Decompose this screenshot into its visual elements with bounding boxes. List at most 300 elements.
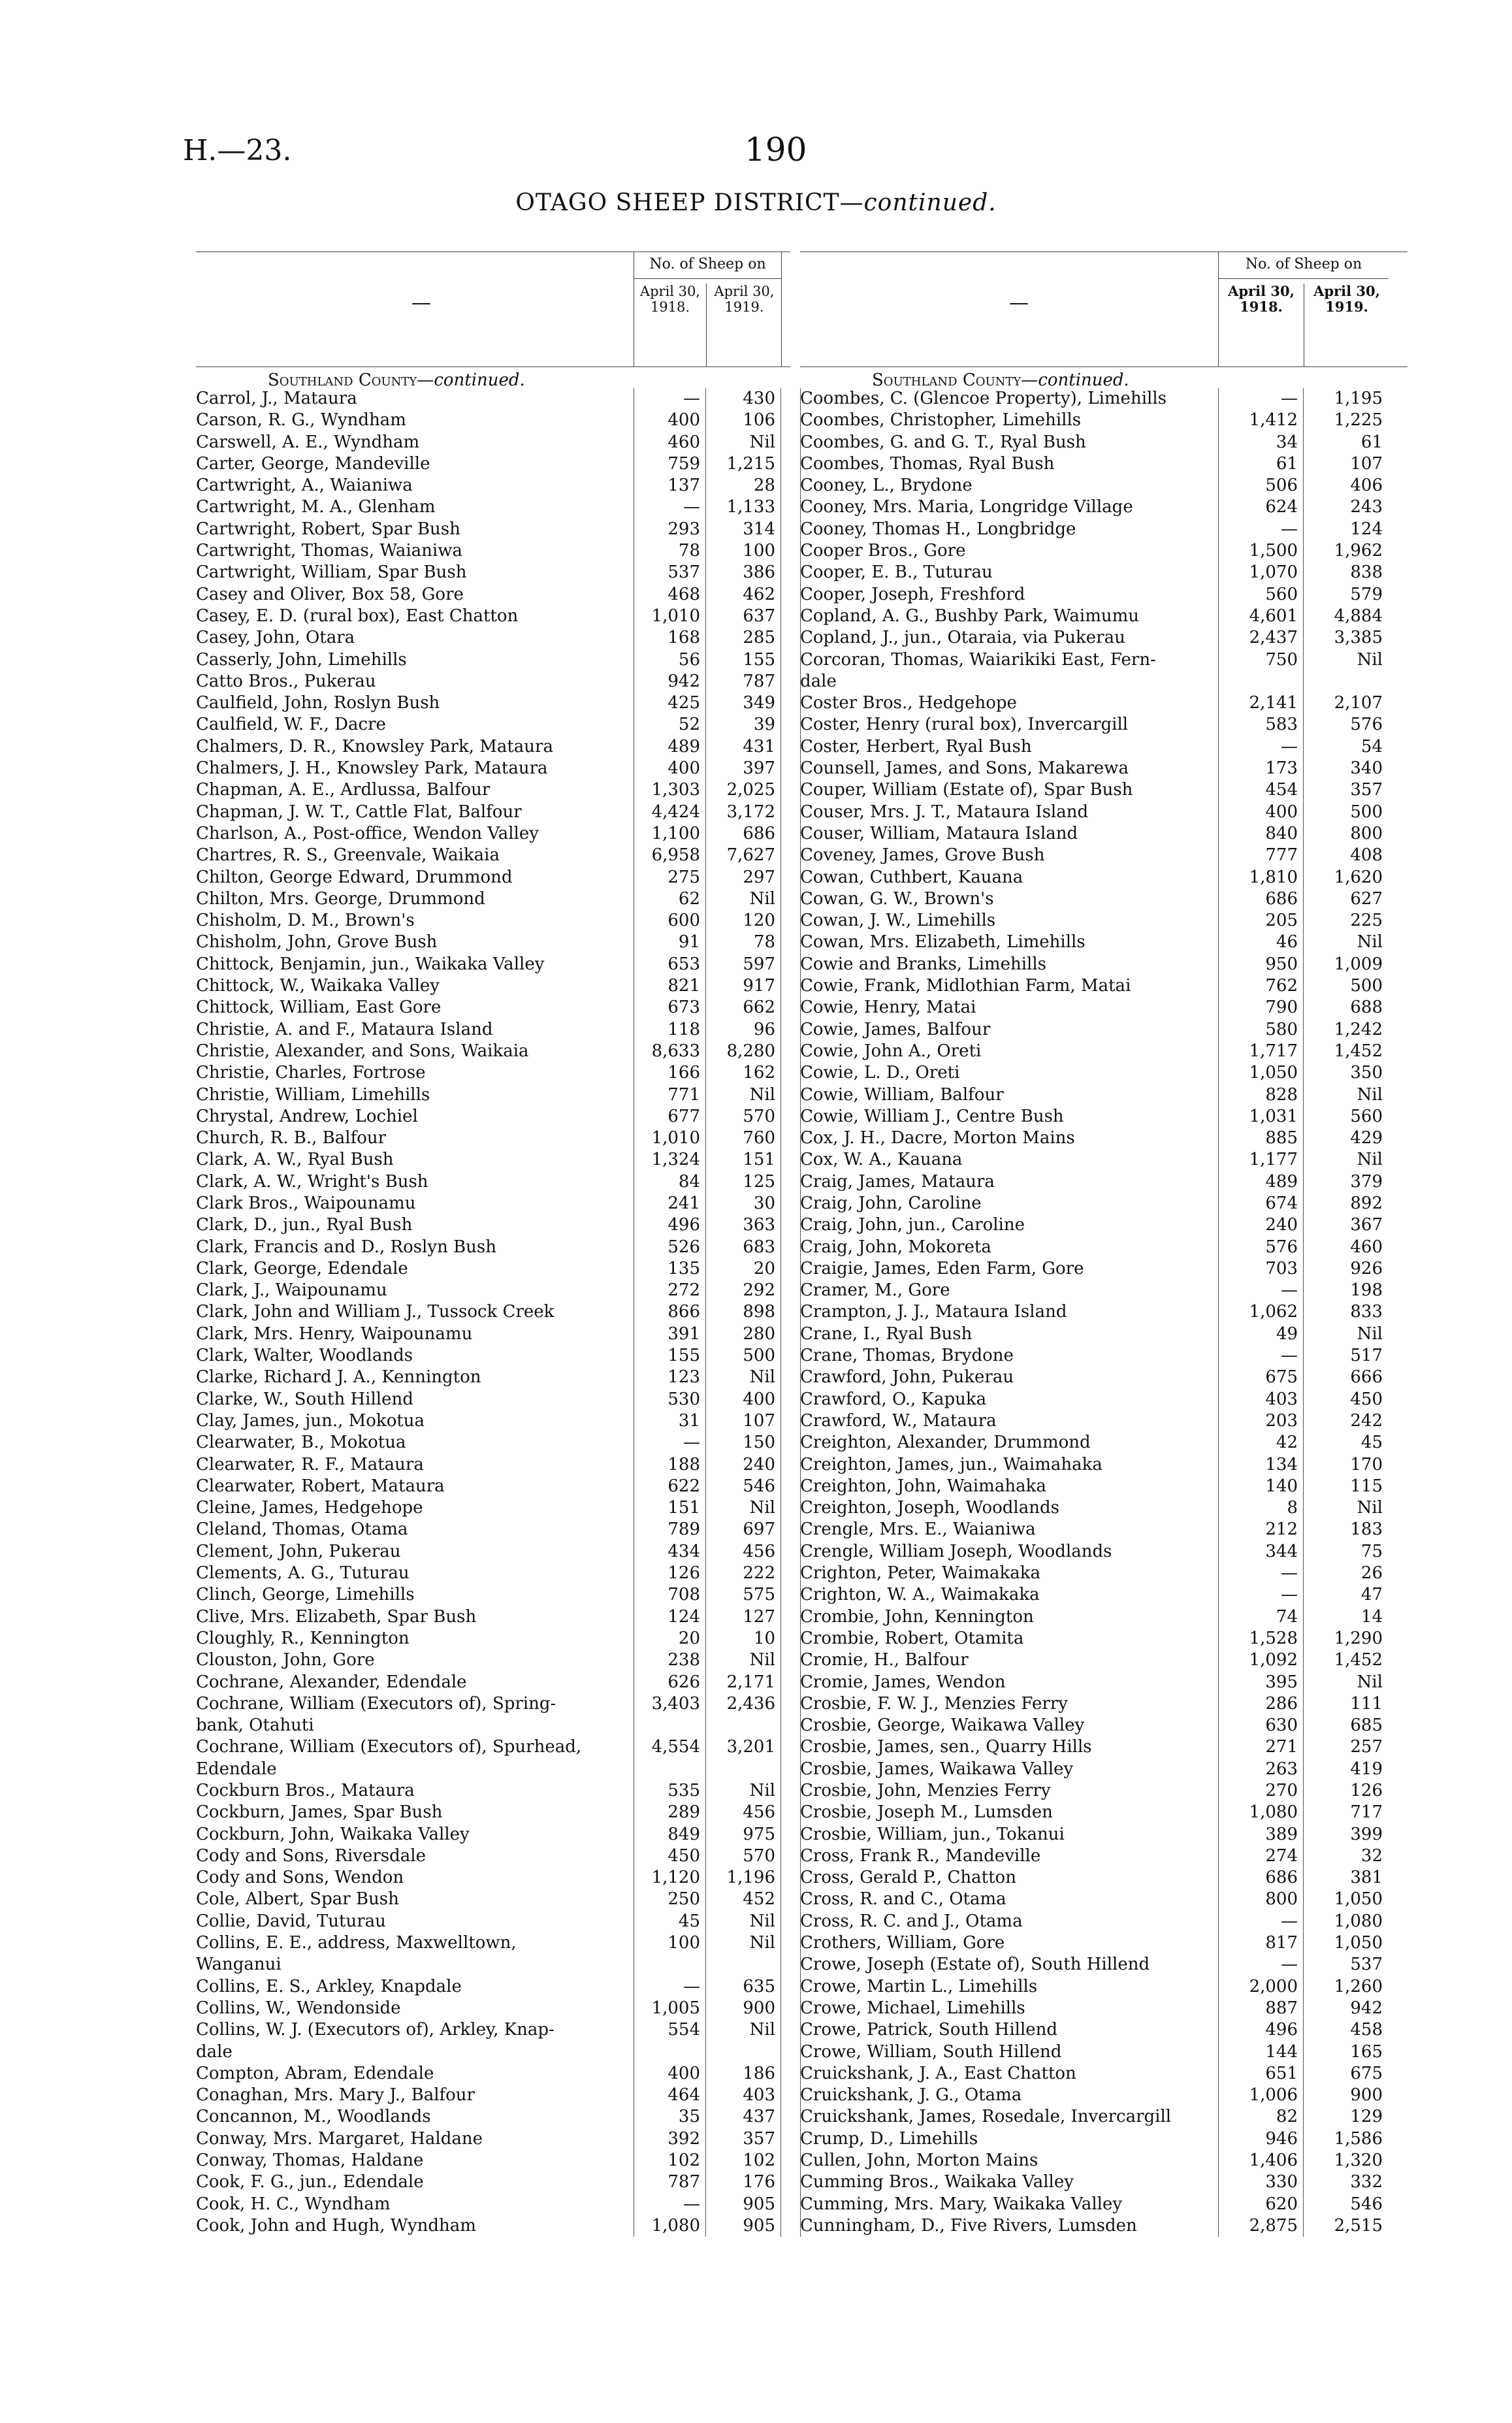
table-row <box>800 1389 1407 1410</box>
sheep-1919: 54 <box>1360 736 1383 756</box>
table-row <box>800 1867 1407 1889</box>
sheep-1919: Nil <box>1357 1672 1383 1692</box>
table-row <box>800 1454 1407 1476</box>
sheep-1918: 703 <box>1265 1258 1298 1278</box>
owner-name-address: Clive, Mrs. Elizabeth, Spar Bush <box>196 1606 477 1627</box>
sheep-1918: 1,010 <box>651 606 700 626</box>
right-table <box>800 252 1407 2237</box>
table-row <box>196 1454 790 1476</box>
right-table-header <box>800 252 1407 367</box>
table-row <box>196 2063 790 2085</box>
sheep-1919: 363 <box>743 1215 775 1235</box>
sheep-1918: 134 <box>1265 1454 1298 1474</box>
sheep-1919: 186 <box>743 2063 775 2083</box>
owner-name-address: Cowie, John A., Oreti <box>800 1041 982 1061</box>
sheep-1918: 1,120 <box>651 1868 700 1888</box>
owner-name-address: Couser, Mrs. J. T., Mataura Island <box>800 802 1089 822</box>
sheep-1919: 45 <box>1360 1433 1383 1453</box>
table-row <box>800 867 1407 888</box>
sheep-1918: 250 <box>668 1889 700 1910</box>
sheep-1919: Nil <box>749 888 775 909</box>
sheep-1918: 135 <box>668 1258 700 1278</box>
title-continued: continued. <box>863 189 997 216</box>
table-row <box>196 1410 790 1432</box>
sheep-1919: 32 <box>1360 1846 1383 1866</box>
sheep-1919: 975 <box>743 1824 775 1844</box>
title-main: OTAGO SHEEP DISTRICT— <box>515 189 864 216</box>
owner-name-address: Cody and Sons, Wendon <box>196 1868 404 1888</box>
sheep-1919: 285 <box>743 628 775 648</box>
owner-name-address: Cowie, James, Balfour <box>800 1019 991 1039</box>
owner-name-address: Cartwright, Robert, Spar Bush <box>196 519 460 539</box>
sheep-1918: 450 <box>668 1846 700 1866</box>
table-row <box>196 997 790 1018</box>
owner-name-address: Cooney, Mrs. Maria, Longridge Village <box>800 497 1133 517</box>
sheep-1918: 61 <box>1276 453 1298 474</box>
sheep-1918: 464 <box>668 2085 700 2106</box>
sheep-1919: 688 <box>1350 998 1383 1018</box>
table-row <box>196 1106 790 1128</box>
sheep-1918: 800 <box>1265 1889 1298 1910</box>
owner-name-address: Carson, R. G., Wyndham <box>196 410 406 431</box>
sheep-1918: 35 <box>678 2107 700 2127</box>
sheep-1918: 400 <box>668 410 700 431</box>
owner-name-address: Charlson, A., Post-office, Wendon Valley <box>196 823 539 843</box>
table-row <box>196 432 790 453</box>
table-row <box>196 1715 790 1736</box>
sheep-1919: Nil <box>1357 932 1383 952</box>
owner-name-address: Chrystal, Andrew, Lochiel <box>196 1106 418 1126</box>
sheep-1919: Nil <box>749 2020 775 2040</box>
owner-name-address: Chapman, J. W. T., Cattle Flat, Balfour <box>196 802 522 822</box>
sheep-1919: 100 <box>743 541 775 561</box>
owner-name-address: Cloughly, R., Kennington <box>196 1628 410 1648</box>
sheep-1919: 429 <box>1350 1128 1383 1148</box>
table-row <box>196 1389 790 1410</box>
owner-name-address: Crane, Thomas, Brydone <box>800 1346 1014 1366</box>
table-row <box>196 1584 790 1606</box>
table-row <box>800 1301 1407 1323</box>
sheep-1918: 677 <box>668 1106 700 1126</box>
sheep-1918: 275 <box>668 867 700 887</box>
table-row <box>196 1519 790 1540</box>
sheep-1919: 381 <box>1350 1868 1383 1888</box>
sheep-1919: 838 <box>1350 562 1383 583</box>
sheep-1919: 900 <box>1350 2085 1383 2106</box>
sheep-1919: 560 <box>1350 1106 1383 1126</box>
sheep-1919: 1,225 <box>1334 410 1383 431</box>
table-row <box>800 1171 1407 1193</box>
sheep-1919: 905 <box>743 2194 775 2214</box>
sheep-1919: 1,050 <box>1334 1933 1383 1953</box>
table-row <box>800 388 1407 410</box>
table-row <box>800 1149 1407 1171</box>
sheep-1918: 583 <box>1265 715 1298 735</box>
owner-name-address: Cowan, Mrs. Elizabeth, Limehills <box>800 932 1086 952</box>
sheep-1918: 2,000 <box>1249 1976 1298 1996</box>
table-row <box>800 1497 1407 1519</box>
col-1918-header: April 30, 1918. <box>639 284 701 315</box>
sheep-1918: 238 <box>668 1650 700 1670</box>
page-title <box>0 189 1512 216</box>
table-row <box>800 1976 1407 1998</box>
sheep-1919: Nil <box>749 1933 775 1953</box>
section-continued: continued. <box>434 370 525 390</box>
sheep-1919: 26 <box>1360 1563 1383 1584</box>
owner-name-address: Copland, A. G., Bushby Park, Waimumu <box>800 606 1140 626</box>
left-table <box>196 252 790 2237</box>
sheep-1918: 622 <box>668 1476 700 1496</box>
table-row <box>800 1584 1407 1606</box>
sheep-1918: 271 <box>1265 1737 1298 1757</box>
table-row <box>196 540 790 562</box>
sheep-1918: 1,010 <box>651 1128 700 1148</box>
sheep-1919: 155 <box>743 649 775 670</box>
table-row <box>800 671 1407 692</box>
owner-name-address: Crosbie, F. W. J., Menzies Ferry <box>800 1693 1068 1714</box>
sheep-1918: 460 <box>668 432 700 452</box>
owner-name-address: Craig, James, Mataura <box>800 1171 995 1192</box>
owner-name-address: Coster, Herbert, Ryal Bush <box>800 736 1032 756</box>
owner-name-address: Crosbie, John, Menzies Ferry <box>800 1781 1051 1800</box>
table-row <box>800 2150 1407 2171</box>
sheep-1919: 926 <box>1350 1258 1383 1278</box>
table-row <box>800 975 1407 997</box>
sheep-1918: 31 <box>678 1410 700 1431</box>
owner-name-address: Crosbie, James, Waikawa Valley <box>800 1759 1074 1779</box>
sheep-1919: 349 <box>743 693 775 713</box>
sheep-1919: 452 <box>743 1889 775 1910</box>
sheep-1919: Nil <box>749 1911 775 1931</box>
owner-name-address: Clark, D., jun., Ryal Bush <box>196 1215 413 1235</box>
table-row <box>196 1976 790 1998</box>
owner-name-address: Cartwright, M. A., Glenham <box>196 497 436 517</box>
sheep-1919: 456 <box>743 1802 775 1823</box>
owner-name-address: Clark, J., Waipounamu <box>196 1280 387 1301</box>
sheep-1919: 107 <box>1350 453 1383 474</box>
sheep-1919: 357 <box>743 2128 775 2149</box>
sheep-1919: 3,385 <box>1334 628 1383 648</box>
owner-name-address: Cross, R. C. and J., Otama <box>800 1911 1023 1931</box>
owner-name-address: Craigie, James, Eden Farm, Gore <box>800 1258 1084 1278</box>
sheep-1919: 399 <box>1350 1824 1383 1844</box>
sheep-1918: 45 <box>678 1911 700 1931</box>
sheep-1918: 118 <box>668 1019 700 1039</box>
sheep-1918: 1,080 <box>1249 1802 1298 1823</box>
sheep-1918: 840 <box>1265 823 1298 843</box>
sheep-1918: 950 <box>1265 954 1298 974</box>
owner-name-address: Chisholm, John, Grove Bush <box>196 932 438 952</box>
sheep-1919: 222 <box>743 1563 775 1584</box>
table-row <box>800 519 1407 540</box>
sheep-1919: 4,884 <box>1334 606 1383 626</box>
table-row <box>196 388 790 410</box>
sheep-1919: 1,290 <box>1334 1628 1383 1648</box>
owner-name-address: Coombes, Thomas, Ryal Bush <box>800 453 1055 474</box>
sheep-1918: 2,875 <box>1249 2215 1298 2236</box>
table-row <box>800 692 1407 714</box>
owner-name-address: Cartwright, Thomas, Waianiwa <box>196 541 463 561</box>
table-row <box>196 2150 790 2171</box>
sheep-1919: 225 <box>1350 911 1383 931</box>
table-row <box>196 2194 790 2215</box>
owner-name-address: Cowan, Cuthbert, Kauana <box>800 867 1023 887</box>
sheep-1919: 170 <box>1350 1454 1383 1474</box>
table-row <box>800 1128 1407 1149</box>
table-row <box>800 1432 1407 1454</box>
sheep-1918: 600 <box>668 911 700 931</box>
sheep-1918: 20 <box>678 1628 700 1648</box>
table-row <box>196 2171 790 2193</box>
owner-name-address: Cleland, Thomas, Otama <box>196 1520 408 1540</box>
sheep-1919: 75 <box>1360 1541 1383 1561</box>
table-row <box>196 867 790 888</box>
owner-name-address: Collins, E. S., Arkley, Knapdale <box>196 1976 462 1996</box>
sheep-1918: 789 <box>668 1520 700 1540</box>
sheep-1919: 242 <box>1350 1410 1383 1431</box>
table-row <box>800 475 1407 496</box>
sheep-1918: 144 <box>1265 2041 1298 2062</box>
sheep-1919: 800 <box>1350 823 1383 843</box>
sheep-1919: 683 <box>743 1237 775 1257</box>
sheep-1919: 96 <box>753 1019 775 1039</box>
owner-name-address: Conway, Thomas, Haldane <box>196 2151 424 2171</box>
table-row <box>196 671 790 692</box>
table-row <box>800 2215 1407 2237</box>
sheep-1918: — <box>683 2194 700 2214</box>
sheep-1918: 140 <box>1265 1476 1298 1496</box>
sheep-1918: 535 <box>668 1781 700 1800</box>
owner-name-address: Crosbie, Joseph M., Lumsden <box>800 1802 1053 1823</box>
sheep-1919: 332 <box>1350 2172 1383 2192</box>
sheep-1919: 570 <box>743 1106 775 1126</box>
sheep-1918: 263 <box>1265 1759 1298 1779</box>
owner-name-address: Cockburn, John, Waikaka Valley <box>196 1824 470 1844</box>
table-row <box>196 1062 790 1084</box>
table-row <box>196 975 790 997</box>
owner-name-address: Coombes, G. and G. T., Ryal Bush <box>800 432 1086 452</box>
sheep-1918: 274 <box>1265 1846 1298 1866</box>
owner-name-address: Crawford, W., Mataura <box>800 1410 997 1431</box>
sheep-1919: 686 <box>743 823 775 843</box>
sheep-1918: 560 <box>1265 584 1298 604</box>
table-row <box>800 823 1407 845</box>
column-divider <box>800 388 801 2237</box>
owner-name-address: Chilton, George Edward, Drummond <box>196 867 513 887</box>
sheep-1918: 289 <box>668 1802 700 1823</box>
owner-name-address: Cochrane, Alexander, Edendale <box>196 1672 467 1692</box>
sheep-1918: 849 <box>668 1824 700 1844</box>
owner-name-address: Cromie, James, Wendon <box>800 1672 1006 1692</box>
table-row <box>196 1867 790 1889</box>
table-row <box>196 779 790 801</box>
sheep-1919: 183 <box>1350 1520 1383 1540</box>
table-row <box>800 1084 1407 1106</box>
table-row <box>196 2215 790 2237</box>
owner-name-address: Clearwater, Robert, Mataura <box>196 1476 445 1496</box>
sheep-1919: 240 <box>743 1454 775 1474</box>
owner-name-address: Clark, Francis and D., Roslyn Bush <box>196 1237 497 1257</box>
owner-name-address: Crosbie, George, Waikawa Valley <box>800 1716 1085 1736</box>
owner-name-address: Cox, W. A., Kauana <box>800 1150 963 1170</box>
sheep-1918: 866 <box>668 1302 700 1322</box>
sheep-1919: 367 <box>1350 1215 1383 1235</box>
sheep-1918: 1,528 <box>1249 1628 1298 1648</box>
sheep-1918: 4,601 <box>1249 606 1298 626</box>
owner-name-address: Clements, A. G., Tuturau <box>196 1563 410 1584</box>
table-row <box>800 2128 1407 2150</box>
sheep-1919: 165 <box>1350 2041 1383 2062</box>
owner-name-address: Clark, George, Edendale <box>196 1258 408 1278</box>
owner-name-address: Cowie and Branks, Limehills <box>800 954 1046 974</box>
owner-name-address: Cowie, William, Balfour <box>800 1084 1004 1105</box>
sheep-1918: 537 <box>668 562 700 583</box>
sheep-1918: 762 <box>1265 976 1298 996</box>
sheep-1919: 2,171 <box>726 1672 775 1692</box>
sheep-1918: 1,810 <box>1249 867 1298 887</box>
sheep-1918: 1,412 <box>1249 410 1298 431</box>
table-row <box>196 1846 790 1867</box>
sheep-1919: 1,452 <box>1334 1041 1383 1061</box>
table-row <box>800 1563 1407 1584</box>
owner-name-address: Collins, W. J. (Executors of), Arkley, Knap- <box>196 2020 555 2040</box>
sheep-1919: 717 <box>1350 1802 1383 1823</box>
table-row <box>196 453 790 475</box>
table-row <box>800 649 1407 671</box>
sheep-1919: 397 <box>743 758 775 779</box>
sheep-1918: 887 <box>1265 1998 1298 2018</box>
table-row <box>196 758 790 779</box>
sheep-1919: Nil <box>1357 1084 1383 1105</box>
sheep-1918: 530 <box>668 1389 700 1409</box>
owner-name-address: Cowie, William J., Centre Bush <box>800 1106 1064 1126</box>
sheep-1919: 450 <box>1350 1389 1383 1409</box>
sheep-1919: 124 <box>1350 519 1383 539</box>
sheep-1918: 102 <box>668 2151 700 2171</box>
owner-name-address: Casey, John, Otara <box>196 628 355 648</box>
table-row <box>800 1345 1407 1367</box>
sheep-1918: 675 <box>1265 1367 1298 1388</box>
owner-name-address: Collie, David, Tuturau <box>196 1911 386 1931</box>
sheep-1918: 1,324 <box>651 1150 700 1170</box>
section-continued: continued. <box>1038 370 1129 390</box>
owner-name-address: Crawford, John, Pukerau <box>800 1367 1014 1388</box>
sheep-1919: 537 <box>1350 1955 1383 1975</box>
owner-name-address: Craig, John, Mokoreta <box>800 1237 991 1257</box>
table-row <box>196 2128 790 2150</box>
sheep-1918: 489 <box>668 736 700 756</box>
sheep-1918: 750 <box>1265 649 1298 670</box>
table-row <box>800 1324 1407 1345</box>
sheep-1918: 188 <box>668 1454 700 1474</box>
sheep-1919 <box>705 1954 780 1976</box>
column-divider <box>780 388 781 2237</box>
sheep-1919: 379 <box>1350 1171 1383 1192</box>
owner-name-address: Casey and Oliver, Box 58, Gore <box>196 584 464 604</box>
sheep-1919: 458 <box>1350 2020 1383 2040</box>
owner-name-address: Cox, J. H., Dacre, Morton Mains <box>800 1128 1075 1148</box>
sheep-1918: — <box>1281 1346 1298 1366</box>
table-row <box>800 1780 1407 1802</box>
sheep-1919: 1,195 <box>1334 389 1383 408</box>
table-row <box>196 1541 790 1563</box>
owner-name-address: Coster, Henry (rural box), Invercargill <box>800 715 1129 735</box>
sheep-1918: 173 <box>1265 758 1298 779</box>
sheep-1919: 500 <box>1350 976 1383 996</box>
owner-name-address: Copland, J., jun., Otaraia, via Pukerau <box>800 628 1125 648</box>
sheep-1918: 624 <box>1265 497 1298 517</box>
sheep-1919: 760 <box>743 1128 775 1148</box>
owner-name-address: Chilton, Mrs. George, Drummond <box>196 888 485 909</box>
name-column-dash: — <box>411 291 431 314</box>
owner-name-address: Crampton, J. J., Mataura Island <box>800 1302 1067 1322</box>
sheep-1919: 546 <box>743 1476 775 1496</box>
sheep-1919: 257 <box>1350 1737 1383 1757</box>
sheep-1919: 430 <box>743 389 775 408</box>
sheep-1918: 403 <box>1265 1389 1298 1409</box>
owner-name-address: Cody and Sons, Riversdale <box>196 1846 426 1866</box>
table-row <box>800 1606 1407 1628</box>
table-row <box>800 1889 1407 1910</box>
sheep-1918: 434 <box>668 1541 700 1561</box>
owner-name-address: Chittock, William, East Gore <box>196 998 442 1018</box>
table-row <box>800 1932 1407 1954</box>
owner-name-address: Catto Bros., Pukerau <box>196 671 376 691</box>
sheep-1918: 286 <box>1265 1693 1298 1714</box>
sheep-1919: 597 <box>743 954 775 974</box>
table-row <box>196 1019 790 1041</box>
table-row <box>800 758 1407 779</box>
sheep-1919: 570 <box>743 1846 775 1866</box>
sheep-1918: 293 <box>668 519 700 539</box>
sheep-1918: 56 <box>678 649 700 670</box>
sheep-1918: 576 <box>1265 1237 1298 1257</box>
sheep-1919: Nil <box>749 1498 775 1518</box>
sheep-1918: 630 <box>1265 1716 1298 1736</box>
sheep-1918: 787 <box>668 2172 700 2192</box>
owner-name-address: Clay, James, jun., Mokotua <box>196 1410 425 1431</box>
sheep-1919: 151 <box>743 1150 775 1170</box>
sheep-1918: 468 <box>668 584 700 604</box>
sheep-1919: 546 <box>1350 2194 1383 2214</box>
sheep-1919: 2,025 <box>726 780 775 800</box>
sheep-1918 <box>1218 671 1303 692</box>
column-divider <box>705 388 706 2237</box>
table-row <box>800 1911 1407 1932</box>
owner-name-address: Cumming Bros., Waikaka Valley <box>800 2172 1074 2192</box>
sheep-1918: 1,092 <box>1249 1650 1298 1670</box>
sheep-1919: Nil <box>1357 649 1383 670</box>
sheep-1919: 357 <box>1350 780 1383 800</box>
sheep-1919: 1,133 <box>726 497 775 517</box>
owner-name-address: Clark, A. W., Ryal Bush <box>196 1150 394 1170</box>
table-row <box>800 2063 1407 2085</box>
owner-name-address: Cruickshank, J. G., Otama <box>800 2085 1022 2106</box>
sheep-1919: 419 <box>1350 1759 1383 1779</box>
sheep-1918: 771 <box>668 1084 700 1105</box>
owner-name-address: Crothers, William, Gore <box>800 1933 1005 1953</box>
right-rows <box>800 388 1407 2237</box>
sheep-1919: 292 <box>743 1280 775 1301</box>
table-row <box>196 1889 790 1910</box>
owner-name-address: Christie, Charles, Fortrose <box>196 1063 426 1083</box>
owner-name-address: Chisholm, D. M., Brown's <box>196 911 415 931</box>
sheep-1919: 1,050 <box>1334 1889 1383 1910</box>
sheep-1918: 4,554 <box>651 1737 700 1757</box>
sheep-1918: 777 <box>1265 845 1298 866</box>
table-row <box>196 714 790 736</box>
table-row <box>800 1846 1407 1867</box>
